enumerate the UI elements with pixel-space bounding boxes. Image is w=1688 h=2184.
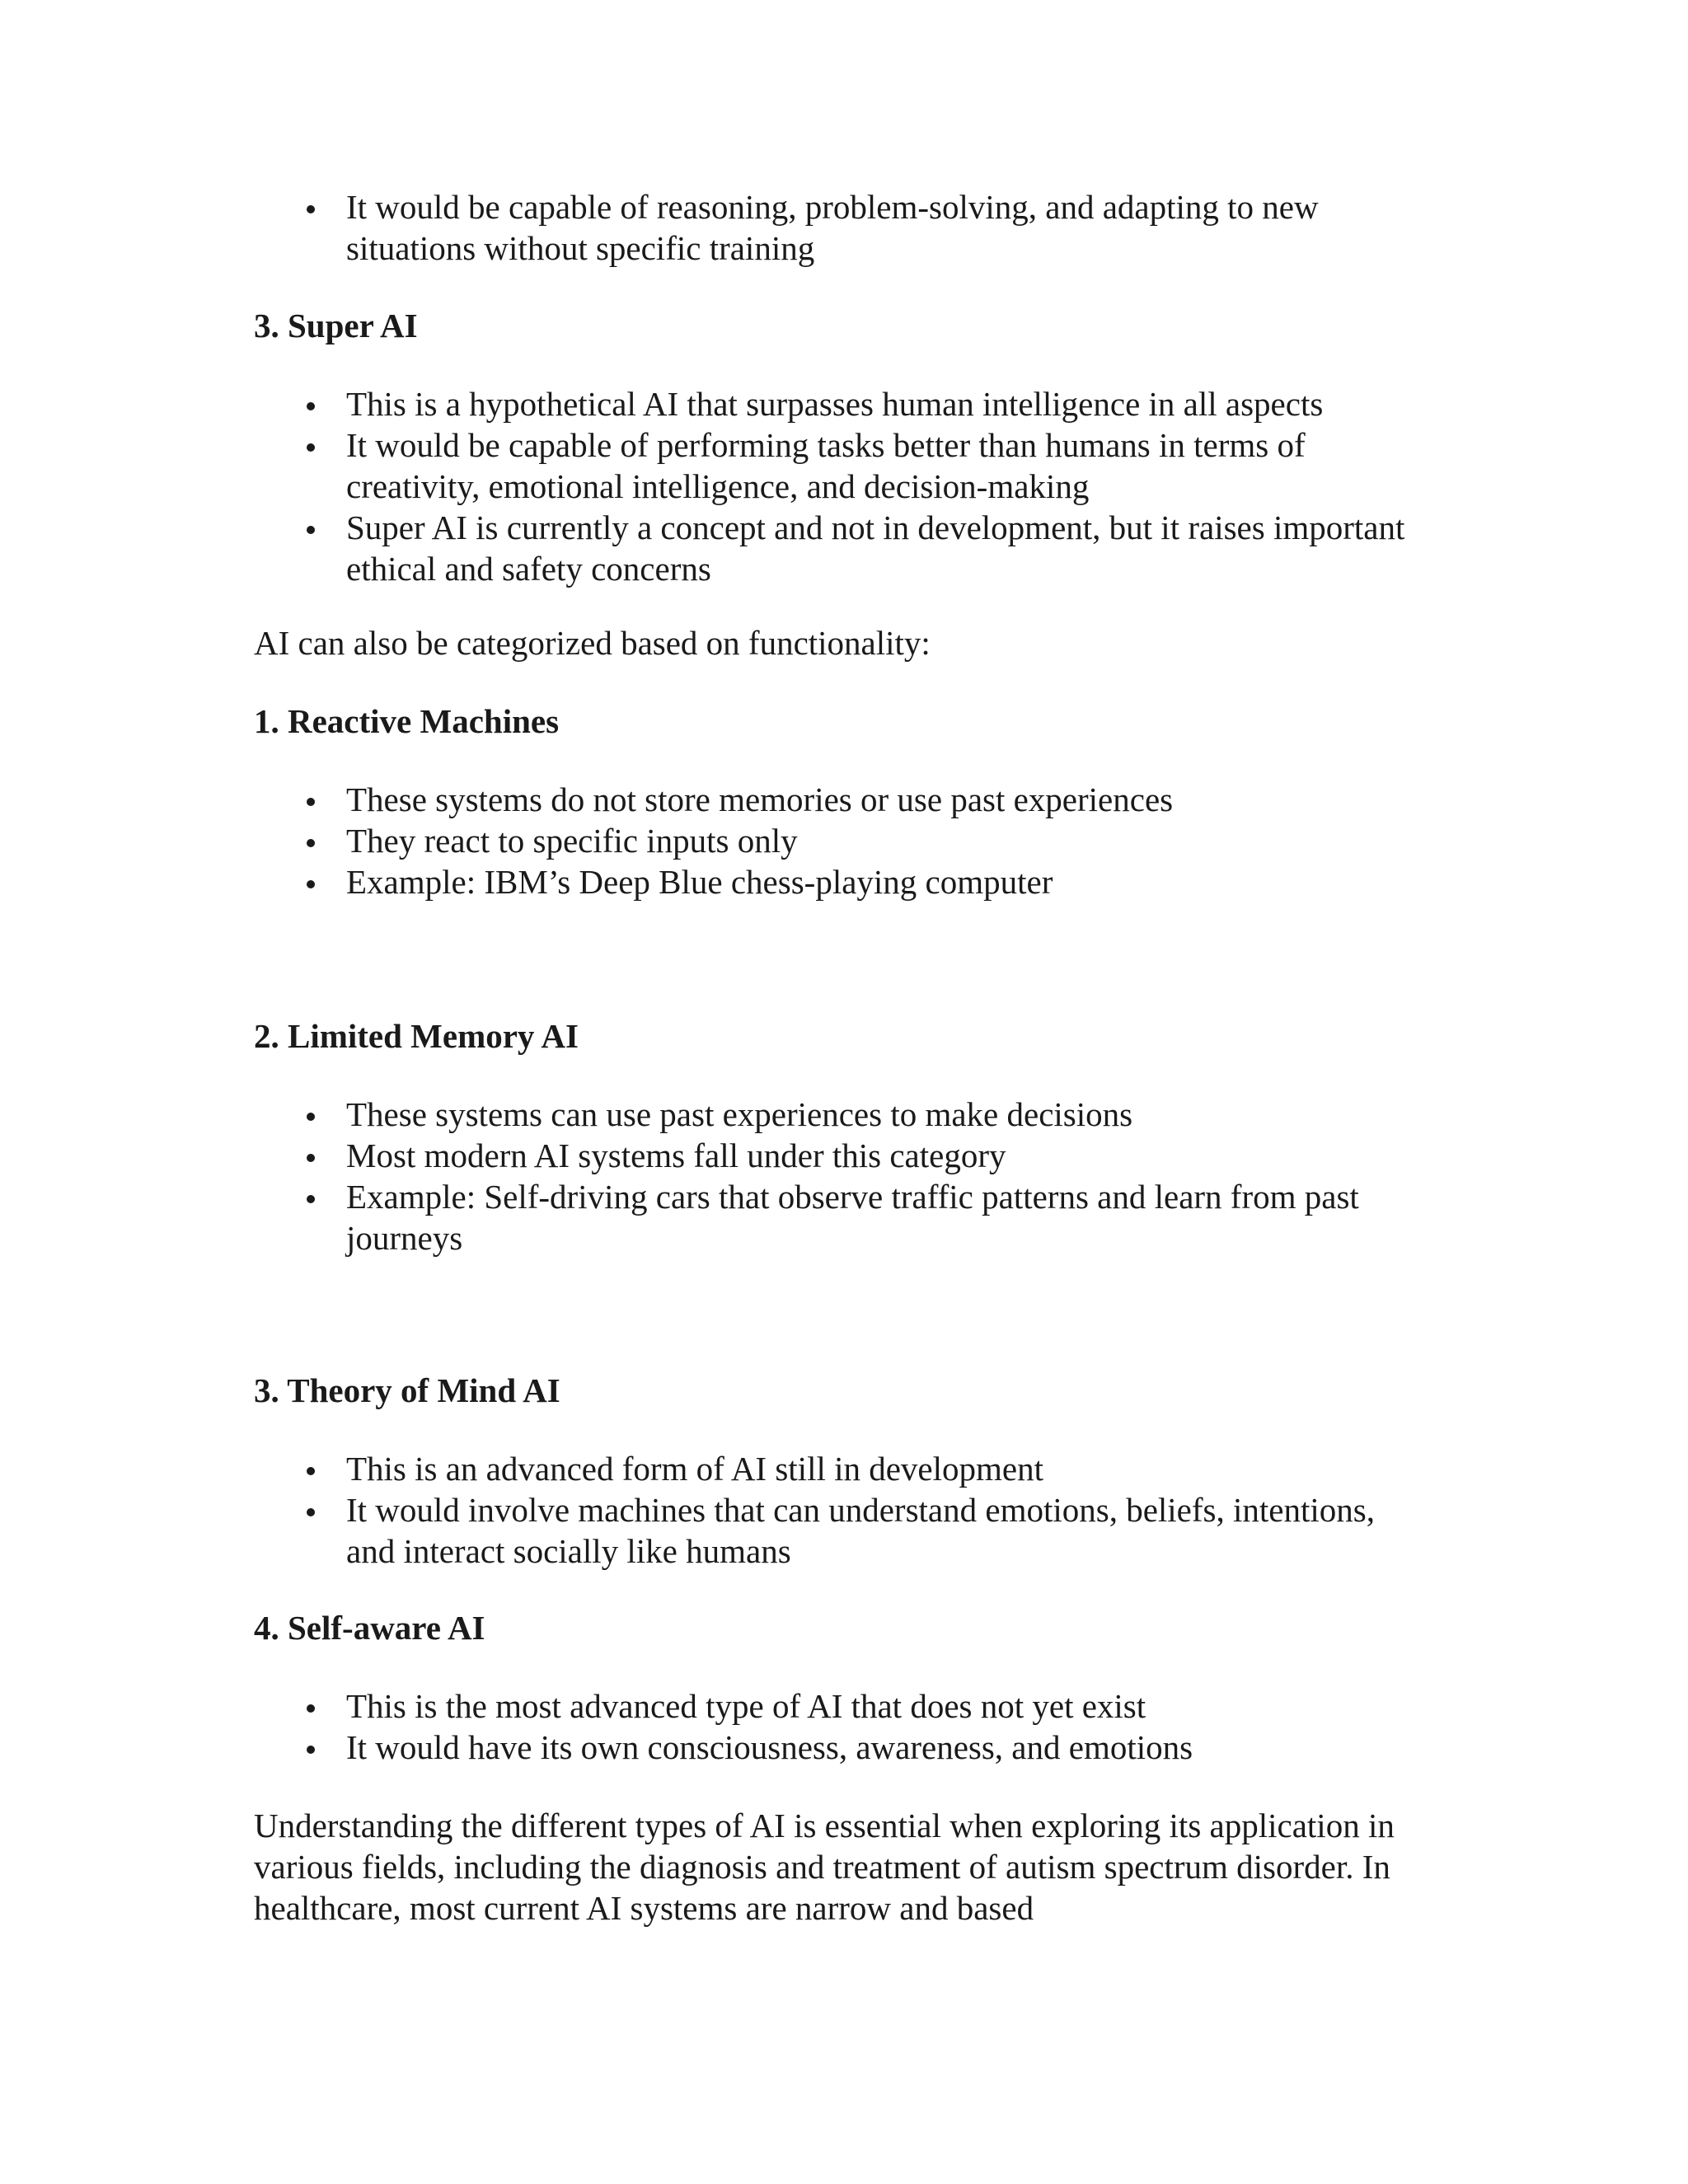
bullet-icon (307, 402, 315, 410)
bullet-icon (307, 205, 315, 213)
list-item: It would be capable of performing tasks better than humans in terms of creativity, emotional intelligence, and decision-making (0, 424, 1409, 507)
intro-list (0, 186, 1688, 269)
bullet-icon (307, 526, 315, 534)
list-item: It would have its own consciousness, awareness, and emotions (0, 1727, 1409, 1768)
list-item: This is the most advanced type of AI that does not yet exist (0, 1685, 1409, 1727)
list-item: It would be capable of reasoning, problem-solving, and adapting to new situations without specific training (0, 186, 1409, 269)
limited-memory-list (0, 1094, 1688, 1258)
list-item: This is an advanced form of AI still in development (0, 1448, 1409, 1489)
super-ai-list (0, 383, 1688, 589)
functionality-intro: AI can also be categorized based on functionality: (254, 624, 931, 662)
reactive-list (0, 779, 1688, 902)
bullet-icon (307, 443, 315, 452)
bullet-icon (307, 1508, 315, 1516)
bullet-icon (307, 839, 315, 847)
bullet-icon (307, 1154, 315, 1162)
list-item: They react to specific inputs only (0, 820, 1409, 861)
bullet-icon (307, 1704, 315, 1713)
bullet-icon (307, 1113, 315, 1121)
section-heading-self-aware: 4. Self-aware AI (254, 1609, 485, 1647)
bullet-icon (307, 1195, 315, 1203)
list-item: Super AI is currently a concept and not in development, but it raises important ethical and safety concerns (0, 507, 1409, 589)
section-heading-limited-memory: 2. Limited Memory AI (254, 1017, 579, 1055)
list-item: Most modern AI systems fall under this category (0, 1135, 1409, 1176)
list-item: This is a hypothetical AI that surpasses human intelligence in all aspects (0, 383, 1409, 424)
section-heading-super-ai: 3. Super AI (254, 307, 418, 344)
bullet-icon (307, 1467, 315, 1475)
list-item: Example: IBM’s Deep Blue chess-playing computer (0, 861, 1409, 902)
bullet-icon (307, 880, 315, 888)
section-heading-reactive-machines: 1. Reactive Machines (254, 702, 560, 740)
self-aware-list (0, 1685, 1688, 1768)
list-item: Example: Self-driving cars that observe traffic patterns and learn from past journeys (0, 1176, 1409, 1258)
section-heading-theory-of-mind: 3. Theory of Mind AI (254, 1371, 560, 1409)
bullet-icon (307, 798, 315, 806)
theory-of-mind-list (0, 1448, 1688, 1572)
list-item: These systems can use past experiences to make decisions (0, 1094, 1409, 1135)
closing-paragraph: Understanding the different types of AI is essential when exploring its application in various fields, including the diagnosis and treatment of autism spectrum disorder. In healthcare, most current AI systems are narrow and based (254, 1807, 1395, 1927)
bullet-icon (307, 1746, 315, 1754)
list-item: It would involve machines that can understand emotions, beliefs, intentions, and interact socially like humans (0, 1489, 1409, 1572)
list-item: These systems do not store memories or use past experiences (0, 779, 1409, 820)
